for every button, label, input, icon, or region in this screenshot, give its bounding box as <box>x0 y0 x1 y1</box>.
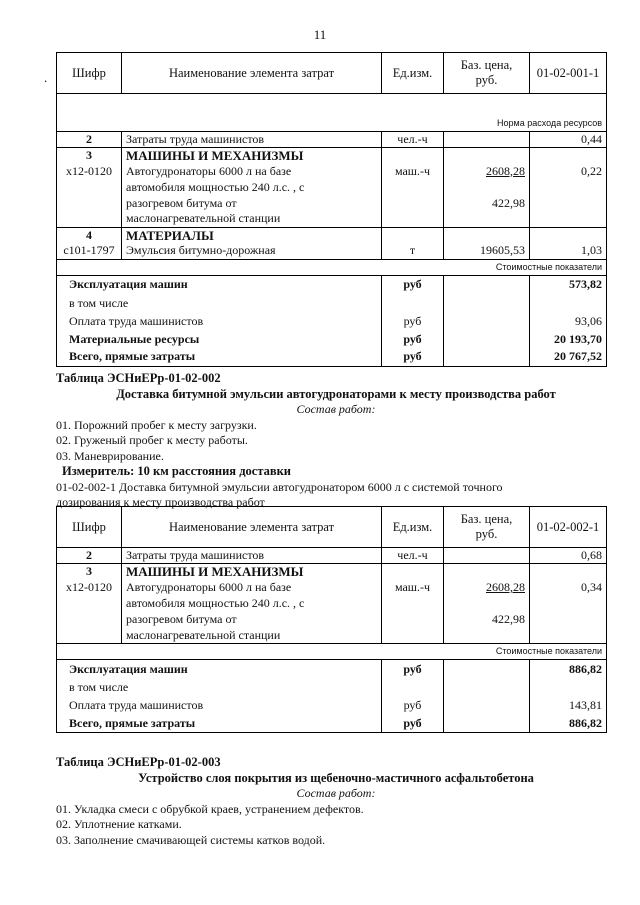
table-header <box>57 507 607 548</box>
table-row: х12-0120 Автогудронаторы 6000 л на базе маш.-ч 2608,28 0,34 <box>57 580 607 596</box>
table-row: разогревом битума от 422,98 <box>57 195 607 211</box>
section-heading: Доставка битумной эмульсии автогудронаторами к месту производства работ <box>116 386 556 401</box>
composition-label: Состав работ: <box>296 402 376 416</box>
table-row: с101-1797 Эмульсия битумно-дорожная т 19605,53 1,03 <box>57 243 607 259</box>
table-row: маслонагревательной станции <box>57 628 607 644</box>
page-number: 11 <box>313 27 327 42</box>
summary-row: в том числе <box>57 294 607 312</box>
work-item: 02. Уплотнение катками. <box>56 817 182 831</box>
table-row: 4 МАТЕРИАЛЫ <box>57 227 607 243</box>
table-row: 3 МАШИНЫ И МЕХАНИЗМЫ <box>57 147 607 163</box>
description: 01-02-002-1 Доставка битумной эмульсии автогудронатором 6000 л с системой точного <box>56 479 503 494</box>
description: дозирования к месту производства работ <box>56 495 265 509</box>
spacer-row <box>57 94 607 116</box>
header-price: Баз. цена, руб. <box>444 53 530 94</box>
section-heading: Устройство слоя покрытия из щебеночно-мастичного асфальтобетона <box>138 770 534 785</box>
header-rate-code: 01-02-001-1 <box>530 53 607 94</box>
summary-row: в том числе <box>57 679 607 697</box>
table-row: автомобиля мощностью 240 л.с. , с <box>57 596 607 612</box>
table-title: Таблица ЭСНиЕРр-01-02-002 <box>56 371 221 385</box>
table-row: автомобиля мощностью 240 л.с. , с <box>57 179 607 195</box>
summary-row: Оплата труда машинистов руб 93,06 <box>57 312 607 330</box>
header-code: Шифр <box>57 53 122 94</box>
work-item: 03. Маневрирование. <box>56 448 164 463</box>
work-item: 01. Порожний пробег к месту загрузки. <box>56 417 257 432</box>
summary-row: Эксплуатация машин руб 886,82 <box>57 660 607 679</box>
margin-mark: . <box>44 70 48 85</box>
work-item: 02. Груженый пробег к месту работы. <box>56 433 248 447</box>
subheader-row <box>57 259 607 275</box>
header-unit: Ед.изм. <box>382 53 444 94</box>
work-item: 01. Укладка смеси с обрубкой краев, устранением дефектов. <box>56 801 364 816</box>
table-row: х12-0120 Автогудронаторы 6000 л на базе маш.-ч 2608,28 0,22 <box>57 163 607 179</box>
table-row: 2 Затраты труда машинистов чел.-ч 0,68 <box>57 548 607 564</box>
header-unit: Ед.изм. <box>382 507 444 548</box>
section-2-text <box>56 371 616 511</box>
subheader-cost: Стоимостные показатели <box>57 644 607 660</box>
resource-table-1 <box>56 52 607 367</box>
composition-label: Состав работ: <box>296 786 376 800</box>
summary-row: Всего, прямые затраты руб 20 767,52 <box>57 348 607 366</box>
header-code: Шифр <box>57 507 122 548</box>
table-header <box>57 53 607 94</box>
subheader-row <box>57 644 607 660</box>
meter-label: Измеритель: 10 км расстояния доставки <box>62 464 292 478</box>
table-row: маслонагревательной станции <box>57 211 607 227</box>
work-item: 03. Заполнение смачивающей системы катков водой. <box>56 832 326 847</box>
summary-row: Всего, прямые затраты руб 886,82 <box>57 715 607 733</box>
summary-row: Эксплуатация машин руб 573,82 <box>57 275 607 294</box>
table-row: 3 МАШИНЫ И МЕХАНИЗМЫ <box>57 564 607 580</box>
header-price: Баз. цена, руб. <box>444 507 530 548</box>
table-row: 2 Затраты труда машинистов чел.-ч 0,44 <box>57 131 607 147</box>
summary-row: Оплата труда машинистов руб 143,81 <box>57 697 607 715</box>
subheader-norm: Норма расхода ресурсов <box>57 116 607 132</box>
header-name: Наименование элемента затрат <box>122 507 382 548</box>
subheader-cost: Стоимостные показатели <box>57 259 607 275</box>
table-row: разогревом битума от 422,98 <box>57 612 607 628</box>
table-title: Таблица ЭСНиЕРр-01-02-003 <box>56 755 221 769</box>
header-name: Наименование элемента затрат <box>122 53 382 94</box>
resource-table-2 <box>56 506 607 733</box>
section-3-text <box>56 755 616 848</box>
header-rate-code: 01-02-002-1 <box>530 507 607 548</box>
summary-row: Материальные ресурсы руб 20 193,70 <box>57 330 607 348</box>
subheader-row <box>57 116 607 132</box>
